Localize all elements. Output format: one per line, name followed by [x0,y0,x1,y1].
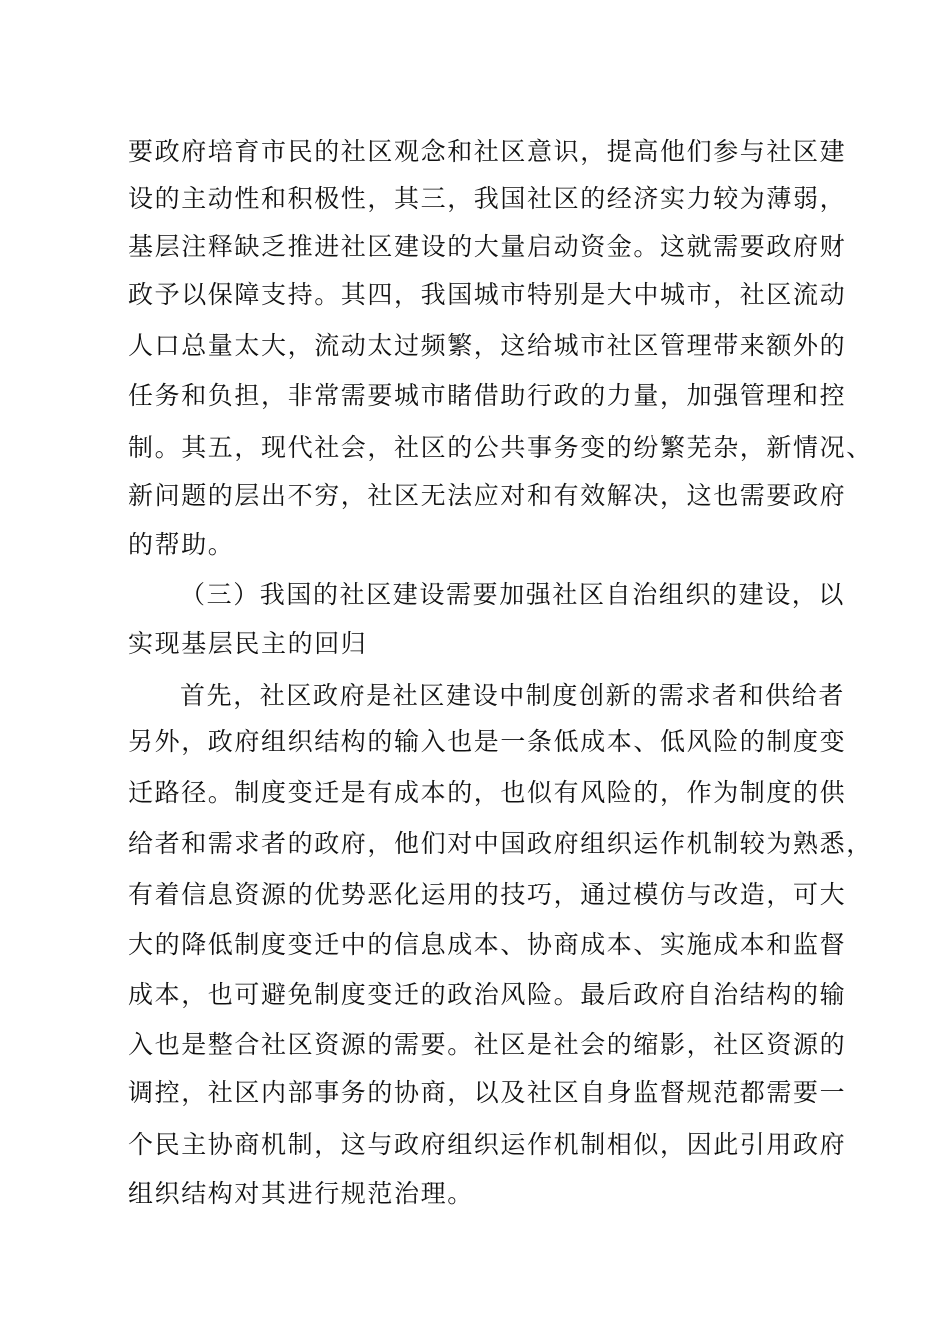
body-text-line: 的帮助。 [128,530,235,559]
body-text-line: 要政府培育市民的社区观念和社区意识，提高他们参与社区建 [128,137,847,166]
body-text-line: 调控，社区内部事务的协商，以及社区自身监督规范都需要一 [128,1078,847,1107]
body-text-line: 政予以保障支持。其四，我国城市特别是大中城市，社区流动 [128,280,847,309]
body-text-line: 任务和负担，非常需要城市睹借助行政的力量，加强管理和控 [128,381,847,410]
body-text-line: 另外，政府组织结构的输入也是一条低成本、低风险的制度变 [128,727,847,756]
body-text-line: 个民主协商机制，这与政府组织运作机制相似，因此引用政府 [128,1130,847,1159]
section-heading-line: 实现基层民主的回归 [128,629,368,658]
body-text-line: 设的主动性和积极性，其三，我国社区的经济实力较为薄弱， [128,184,847,213]
body-text-line: 基层注释缺乏推进社区建设的大量启动资金。这就需要政府财 [128,232,847,261]
body-text-line: 有着信息资源的优势恶化运用的技巧，通过模仿与改造，可大 [128,880,847,909]
body-text-line: 新问题的层出不穷，社区无法应对和有效解决，这也需要政府 [128,481,847,510]
body-text-line: 入也是整合社区资源的需要。社区是社会的缩影，社区资源的 [128,1030,847,1059]
body-text-line: 制。其五，现代社会，社区的公共事务变的纷繁芜杂，新情况、 [128,433,873,462]
body-text-line: 成本，也可避免制度变迁的政治风险。最后政府自治结构的输 [128,980,847,1009]
body-text-line: 迁路径。制度变迁是有成本的，也似有风险的，作为制度的供 [128,778,847,807]
body-text-line: 首先，社区政府是社区建设中制度创新的需求者和供给者 [180,681,846,710]
section-heading-line: （三）我国的社区建设需要加强社区自治组织的建设，以 [180,580,846,609]
body-text-line: 给者和需求者的政府，他们对中国政府组织运作机制较为熟悉， [128,829,873,858]
body-text-line: 人口总量太大，流动太过频繁，这给城市社区管理带来额外的 [128,331,847,360]
body-text-line: 大的降低制度变迁中的信息成本、协商成本、实施成本和监督 [128,930,847,959]
body-text-line: 组织结构对其进行规范治理。 [128,1179,474,1208]
